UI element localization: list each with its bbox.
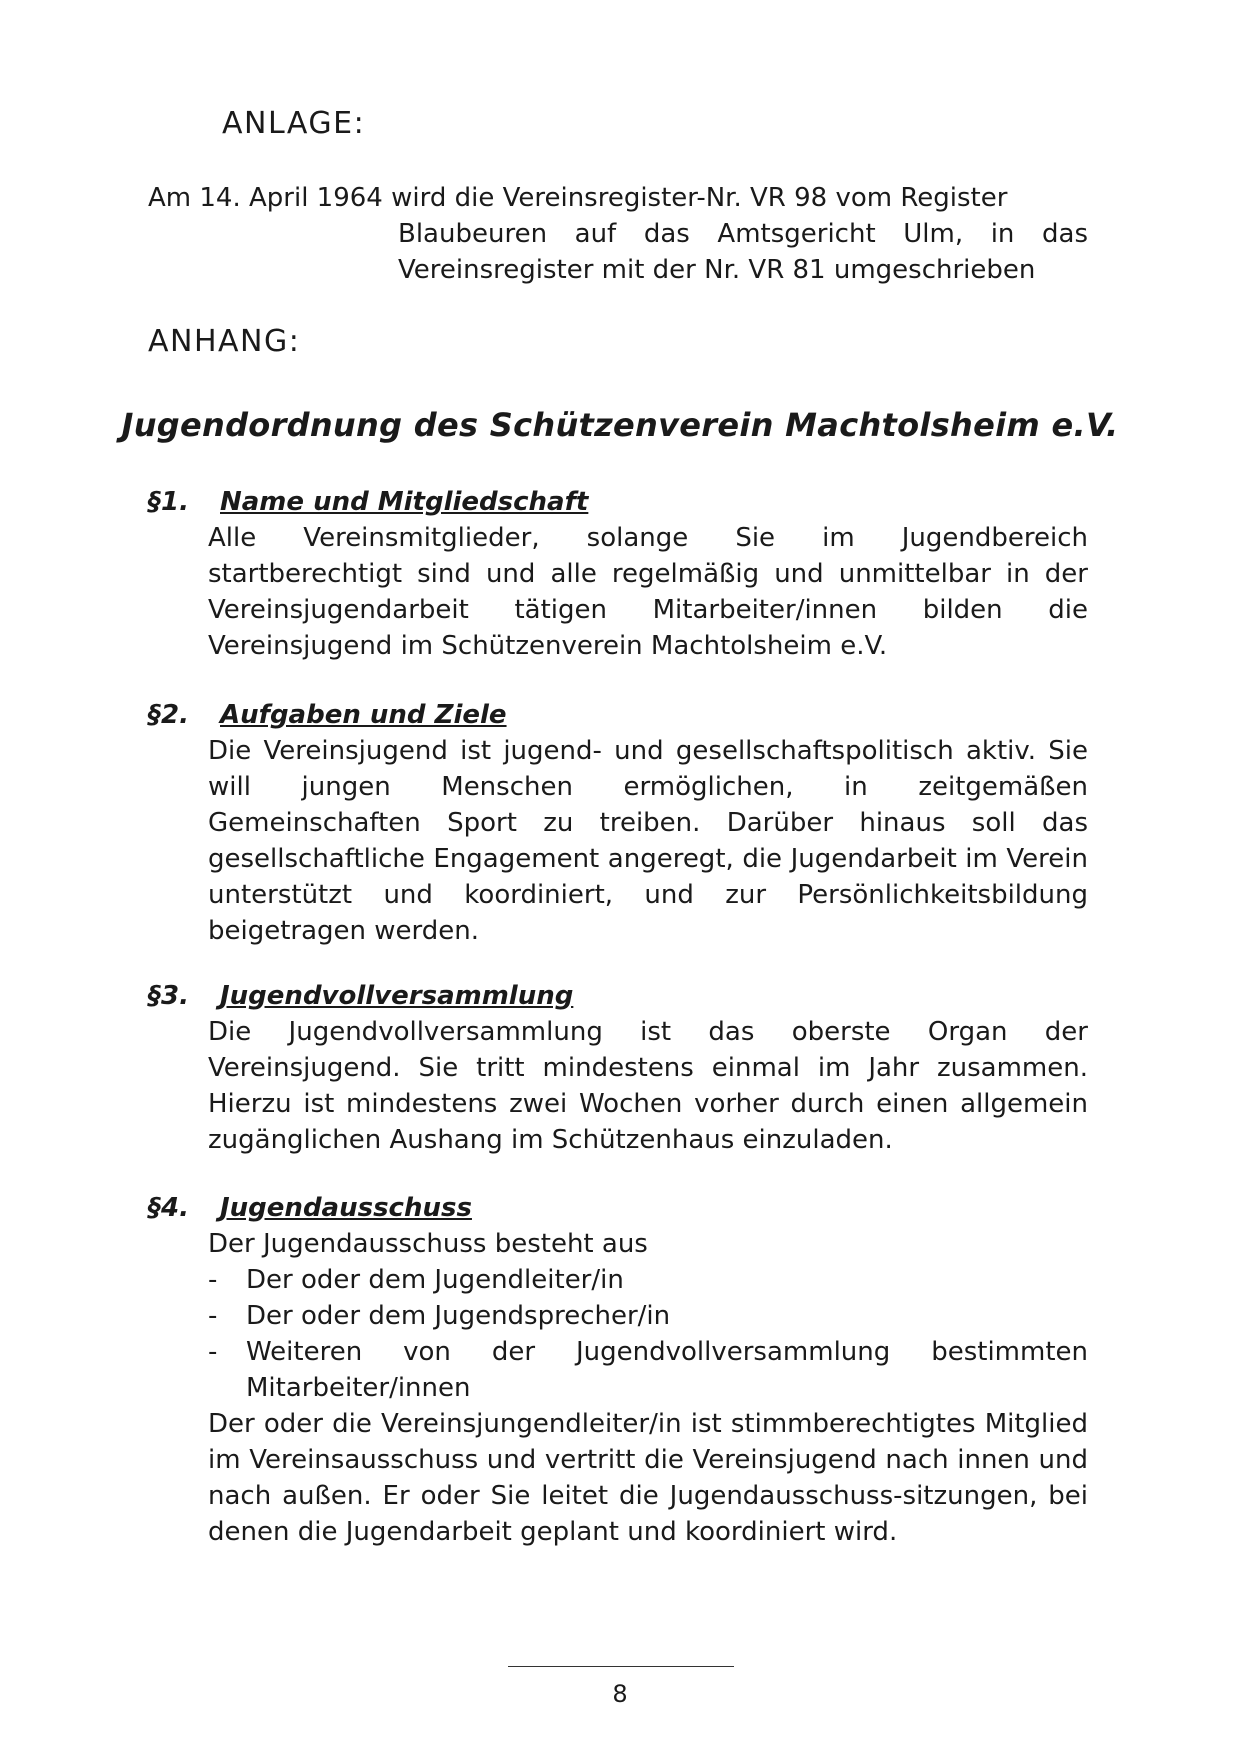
anlage-first-line: Am 14. April 1964 wird die Vereinsregister-Nr. VR 98 vom Register xyxy=(148,183,1008,213)
section-title: Jugendvollversammlung xyxy=(220,981,574,1011)
list-marker: - xyxy=(208,1301,218,1331)
section-2 xyxy=(148,697,1088,949)
section-number: §2. xyxy=(148,700,189,730)
section-title: Aufgaben und Ziele xyxy=(220,700,507,730)
list-item xyxy=(208,1298,1088,1334)
list-marker: - xyxy=(208,1265,218,1295)
anhang-heading: ANHANG: xyxy=(148,324,301,359)
section-text: Der oder die Vereinsjungendleiter/in ist stimmberechtigtes Mitglied im Vereinsausschuss und vertritt die Vereinsjugend nach innen und nach außen. Er oder Sie leitet die Jugendausschuss-sitzungen, bei denen die Jugendarbeit geplant und koordiniert wird. xyxy=(208,1409,1088,1547)
section-intro: Der Jugendausschuss besteht aus xyxy=(208,1229,648,1259)
section-heading xyxy=(148,697,1088,733)
section-heading xyxy=(148,484,1088,520)
list-item-text: Weiteren von der Jugendvollversammlung bestimmten Mitarbeiter/innen xyxy=(246,1337,1088,1403)
section-number: §3. xyxy=(148,981,189,1011)
section-text: Die Vereinsjugend ist jugend- und gesellschaftspolitisch aktiv. Sie will jungen Menschen ermöglichen, in zeitgemäßen Gemeinschaften Sport zu treiben. Darüber hinaus soll das gesellschaftliche Engagement angeregt, die Jugendarbeit im Verein unterstützt und koordiniert, und zur Persönlichkeitsbildung beigetragen werden. xyxy=(208,736,1088,946)
anlage-continuation: Blaubeuren auf das Amtsgericht Ulm, in das Vereinsregister mit der Nr. VR 81 umgeschrieben xyxy=(398,219,1088,285)
section-3 xyxy=(148,978,1088,1158)
section-number: §4. xyxy=(148,1193,189,1223)
section-title: Jugendausschuss xyxy=(220,1193,472,1223)
list-item xyxy=(208,1262,1088,1298)
list-marker: - xyxy=(208,1337,218,1367)
document-title: Jugendordnung des Schützenverein Machtolsheim e.V. xyxy=(121,406,1119,444)
section-number: §1. xyxy=(148,487,189,517)
list-item-text: Der oder dem Jugendleiter/in xyxy=(246,1265,624,1295)
footer-divider xyxy=(508,1666,734,1667)
section-heading xyxy=(148,1190,1088,1226)
page-number: 8 xyxy=(612,1680,628,1708)
member-list xyxy=(208,1262,1088,1406)
section-title: Name und Mitgliedschaft xyxy=(220,487,589,517)
section-text: Alle Vereinsmitglieder, solange Sie im Jugendbereich startberechtigt sind und alle regelmäßig und unmittelbar in der Vereinsjugendarbeit tätigen Mitarbeiter/innen bilden die Vereinsjugend im Schützenverein Machtolsheim e.V. xyxy=(208,523,1088,661)
section-4 xyxy=(148,1190,1088,1550)
anlage-heading: ANLAGE: xyxy=(222,106,366,141)
section-body xyxy=(208,1226,1088,1550)
section-heading xyxy=(148,978,1088,1014)
section-text: Die Jugendvollversammlung ist das oberste Organ der Vereinsjugend. Sie tritt mindestens einmal im Jahr zusammen. Hierzu ist mindestens zwei Wochen vorher durch einen allgemein zugänglichen Aushang im Schützenhaus einzuladen. xyxy=(208,1017,1088,1155)
list-item-text: Der oder dem Jugendsprecher/in xyxy=(246,1301,671,1331)
section-1 xyxy=(148,484,1088,664)
list-item xyxy=(208,1334,1088,1406)
anlage-paragraph xyxy=(148,180,1088,288)
